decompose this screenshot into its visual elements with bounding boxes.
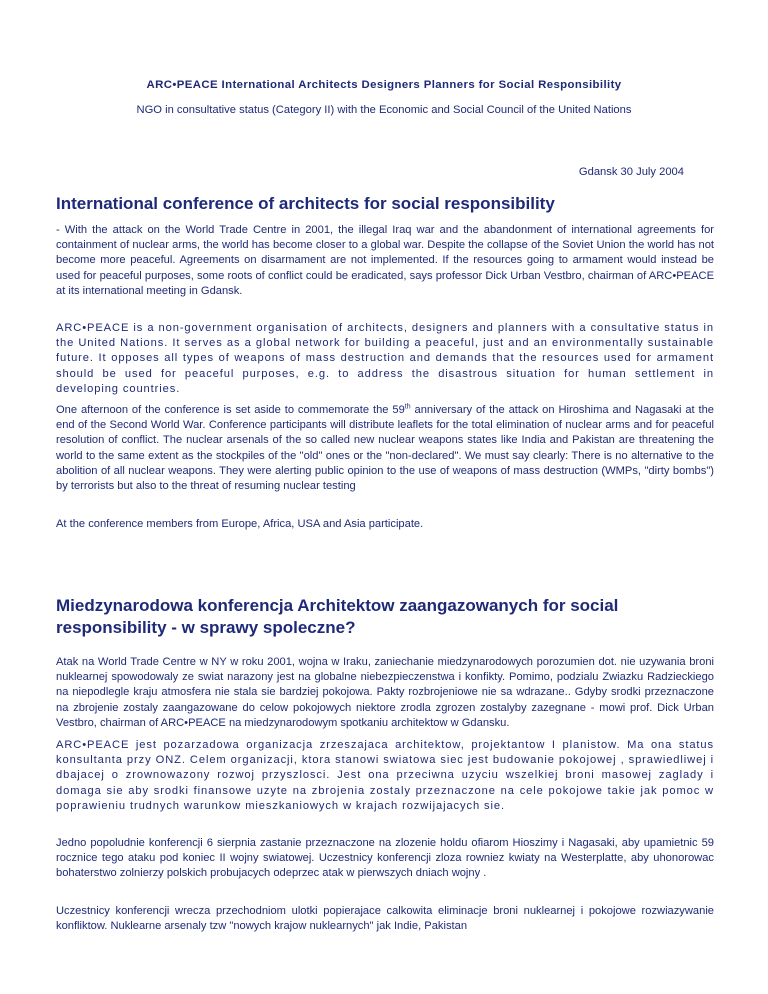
polish-paragraph-4: Uczestnicy konferencji wrecza przechodniom ulotki popierajace calkowita eliminacje broni nuklearnej i pokojowe rozwiazywanie konfliktow. Nuklearne arsenaly tzw "nowych krajow nuklearnych" jak Indie, Pakistan bbox=[56, 905, 714, 933]
polish-paragraph-3: Jedno popoludnie konferencji 6 sierpnia zastanie przeznaczone na zlozenie holdu ofiarom Hioszimy i Nagasaki, aby upamietnic 59 rocznice tego ataku pod koniec II wojny swiatowej. Uczestnicy konferencji zloza rowniez kwiaty na Westerplatte, aby uhonorowac bohaterstwo zolnierzy polskich probujacych odeprzec atak w pierwszych dniach wojny . bbox=[56, 837, 714, 880]
polish-paragraph-1: Atak na World Trade Centre w NY w roku 2001, wojna w Iraku, zaniechanie miedzynarodowych porozumien dot. nie uzywania broni nuklearnej spowodowaly ze swiat narazony jest na globalne niebezpieczenstwa i konfikty. Pomimo, podzialu Zwiazku Radzieckiego na niepodlegle kraju atmosfera nie stala sie bardziej pokojowa. Pakty rozbrojeniowe nie sa wdrazane.. Gdyby srodki przeznaczone na zbrojenie zostaly zaangazowane do celow pokojowych niektore zrodla zgrozen zostalyby zazegnane - mowi prof. Dick Urban Vestbro, chairman of ARC•PEACE na miedzynarodowym spotkaniu architektow w Gdansku. bbox=[56, 656, 714, 729]
organization-subtitle: NGO in consultative status (Category II) with the Economic and Social Council of the United Nations bbox=[136, 104, 632, 116]
document-date: Gdansk 30 July 2004 bbox=[578, 166, 684, 178]
english-paragraph-3-start: One afternoon of the conference is set aside to commemorate the 59 bbox=[56, 404, 405, 416]
polish-heading: Miedzynarodowa konferencja Architektow zaangazowanych for social responsibility - w sprawy spoleczne? bbox=[56, 596, 619, 637]
english-paragraph-1: - With the attack on the World Trade Centre in 2001, the illegal Iraq war and the abandonment of international agreements for containment of nuclear arms, the world has become closer to a global war. Despite the collapse of the Soviet Union the world has not become more peaceful. Agreements on disarmament are not implemented. If the resources going to armament would instead be used for peaceful purposes, some roots of conflict could be eradicated, says professor Dick Urban Vestbro, chairman of ARC•PEACE at its international meeting in Gdansk. bbox=[56, 224, 714, 297]
ordinal-suffix: th bbox=[404, 403, 411, 411]
english-paragraph-4: At the conference members from Europe, Africa, USA and Asia participate. bbox=[56, 518, 424, 530]
english-paragraph-3-end: anniversary of the attack on Hiroshima and Nagasaki at the end of the Second World War. Conference participants will distribute leaflets for the total elimination of nuclear arms and for peaceful resolution of conflict. The nuclear arsenals of the so called new nuclear weapons states like India and Pakistan are threatening the world to the same extent as the stockpiles of the "old" ones or the "non-declared". We must say clearly: There is no alternative to the abolition of all nuclear weapons. They were alerting public opinion to the use of weapons of mass destruction (WMPs, "dirty bombs") by terrorists but also to the threat of resuming nuclear testing bbox=[56, 404, 714, 493]
polish-paragraph-2: ARC•PEACE jest pozarzadowa organizacja zrzeszajaca architektow, projektantow I planistow. Ma ona status konsultanta przy ONZ. Celem organizacji, ktora stanowi swiatowa siec jest budowanie pokojowej , sprawiedliwej i dbajacej o zrownowazony rozwoj przyszlosci. Jest ona przeciwna uzyciu wszelkiej broni masowej zaglady i domaga sie aby srodki finansowe uzyte na zbrojenia zostaly przeznaczone na cele pokojowe takie jak pomoc w poprawieniu trudnych warunkow mieszkaniowych w krajach rozwijajacych sie. bbox=[56, 739, 714, 812]
english-heading: International conference of architects for social responsibility bbox=[56, 194, 555, 213]
english-paragraph-2: ARC•PEACE is a non-government organisation of architects, designers and planners with a consultative status in the United Nations. It serves as a global network for building a peaceful, just and an environmentally sustainable future. It opposes all types of weapons of mass destruction and demands that the resources used for armament should be used for peaceful purposes, e.g. to address the disastrous situation for human settlement in developing countries. bbox=[56, 322, 714, 395]
english-paragraph-3 bbox=[56, 403, 714, 494]
organization-title: ARC•PEACE International Architects Designers Planners for Social Responsibility bbox=[146, 79, 622, 91]
